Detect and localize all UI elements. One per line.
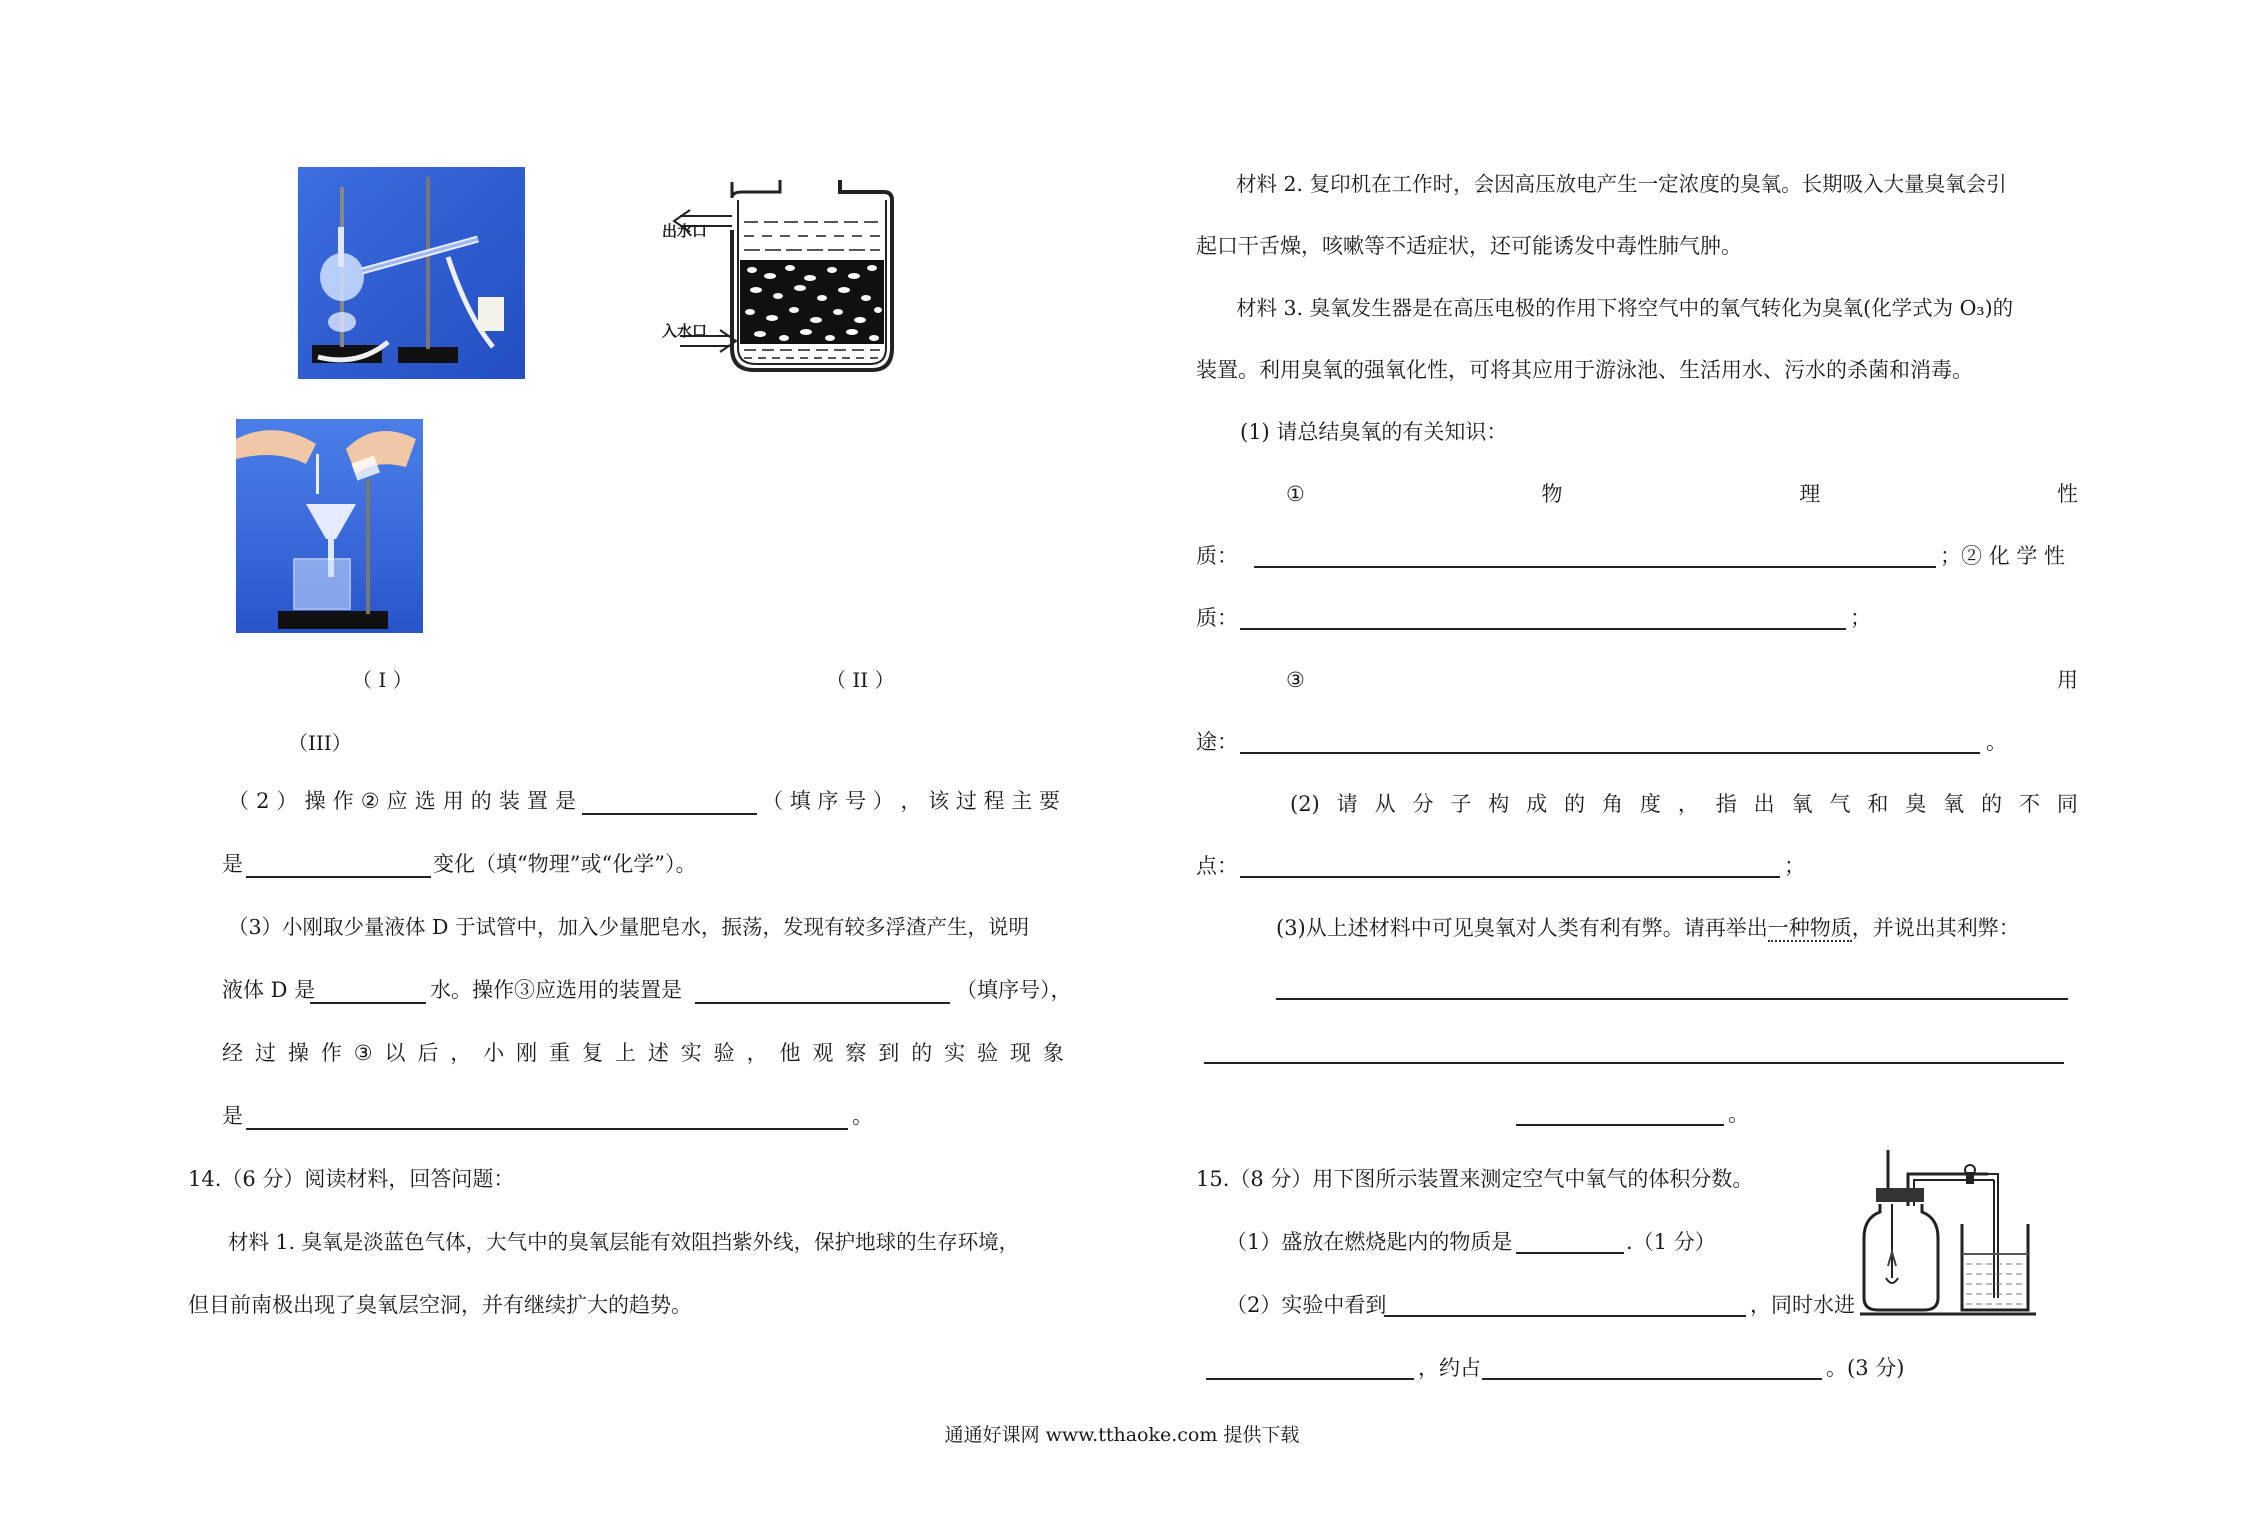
q3-line4-b: 。 xyxy=(852,1104,873,1128)
difference-blank[interactable] xyxy=(1240,876,1780,878)
material3-line1: 材料 3. 臭氧发生器是在高压电极的作用下将空气中的氧气转化为臭氧(化学式为 O₃)的 xyxy=(1236,296,2014,320)
physical-property-blank[interactable] xyxy=(1254,566,1936,568)
ozone-q1-use-label: 途： xyxy=(1196,730,1238,754)
footer-source: 通通好课网 www.tthaoke.com 提供下载 xyxy=(944,1424,1300,1446)
q3-line4-a: 是 xyxy=(222,1104,243,1128)
q3-line2-b: 水。操作③应选用的装置是 xyxy=(430,978,682,1002)
q15-part1-b: .（1 分） xyxy=(1626,1230,1716,1254)
q2-line1-b: （ 填 序 号 ） ， 该 过 程 主 要 xyxy=(762,789,1060,813)
material3-line2: 装置。利用臭氧的强氧化性，可将其应用于游泳池、生活用水、污水的杀菌和消毒。 xyxy=(1196,358,1973,382)
pros-cons-blank-3[interactable] xyxy=(1516,1124,1724,1126)
inlet-label: 入水口 xyxy=(662,322,708,340)
q3-phenomenon-blank[interactable] xyxy=(246,1128,848,1130)
ozone-q2-end: ； xyxy=(1784,854,1805,878)
q3-line1: （3）小刚取少量液体 D 于试管中，加入少量肥皂水，振荡，发现有较多浮渣产生，说明 xyxy=(228,915,1030,939)
ozone-q2-label: 点： xyxy=(1196,854,1238,878)
filtration-photo xyxy=(236,419,423,633)
pros-cons-blank-2[interactable] xyxy=(1204,1062,2064,1064)
material2-line2: 起口干舌燥，咳嗽等不适症状，还可能诱发中毒性肺气肿。 xyxy=(1196,234,1742,258)
q3-device-blank[interactable] xyxy=(695,1002,950,1004)
one-substance-emphasis: 一种物质 xyxy=(1767,916,1852,940)
ozone-q1-use-line: ③ 用 xyxy=(1286,668,2078,692)
ozone-q1-chemical-end: ； xyxy=(1850,606,1871,630)
ozone-q1-physical-line: ① 物 理 性 xyxy=(1286,482,2078,506)
oxygen-measurement-apparatus xyxy=(1858,1148,2038,1322)
q2-change-blank[interactable] xyxy=(246,876,431,878)
ozone-q2-line1: (2) 请 从 分 子 构 成 的 角 度 ， 指 出 氧 气 和 臭 氧 的 不 同 xyxy=(1290,792,2078,816)
observation-blank[interactable] xyxy=(1384,1315,1746,1317)
ozone-q1-intro: (1) 请总结臭氧的有关知识： xyxy=(1240,420,1508,444)
q3-water-blank[interactable] xyxy=(310,1002,426,1004)
q15-title: 15.（8 分）用下图所示装置来测定空气中氧气的体积分数。 xyxy=(1196,1167,1754,1191)
water-entry-blank[interactable] xyxy=(1206,1378,1414,1380)
ozone-q1-chemical-label: 质： xyxy=(1196,606,1238,630)
q14-material1-line2: 但目前南极出现了臭氧层空洞，并有继续扩大的趋势。 xyxy=(188,1293,692,1317)
ozone-q1-chemical-a: ；② 化 学 性 xyxy=(1940,544,2066,568)
figure-label-iii: （III） xyxy=(288,731,352,755)
chemical-property-blank[interactable] xyxy=(1240,628,1846,630)
ozone-q3-end: 。 xyxy=(1728,1102,1749,1126)
q3-line2-a: 液体 D 是 xyxy=(222,978,316,1002)
q2-line2-b: 变化（填“物理”或“化学”）。 xyxy=(433,852,697,876)
use-blank[interactable] xyxy=(1240,752,1980,754)
figure-label-ii: （ II ） xyxy=(826,668,895,692)
water-filter-diagram xyxy=(660,170,900,380)
q2-line1-a: （ 2 ） 操 作 ② 应 选 用 的 装 置 是 xyxy=(228,789,576,813)
q15-part2-a: （2）实验中看到 xyxy=(1226,1293,1387,1317)
combustion-substance-blank[interactable] xyxy=(1516,1252,1624,1254)
distillation-apparatus-photo xyxy=(298,167,525,379)
q3-line3: 经 过 操 作 ③ 以 后 ， 小 刚 重 复 上 述 实 验 ， 他 观 察 到 的 实 验 现 象 xyxy=(222,1041,1064,1065)
q15-part2-b: ，同时水进 xyxy=(1750,1293,1855,1317)
q15-part3-a: ，约占 xyxy=(1418,1356,1481,1380)
outlet-label: 出水口 xyxy=(662,222,708,240)
fraction-blank[interactable] xyxy=(1482,1378,1822,1380)
ozone-q3-line: (3)从上述材料中可见臭氧对人类有利有弊。请再举出一种物质，并说出其利弊： xyxy=(1276,916,2020,940)
ozone-q1-use-end: 。 xyxy=(1986,730,2007,754)
material2-line1: 材料 2. 复印机在工作时，会因高压放电产生一定浓度的臭氧。长期吸入大量臭氧会引 xyxy=(1236,172,2007,196)
q14-material1-line1: 材料 1. 臭氧是淡蓝色气体，大气中的臭氧层能有效阻挡紫外线，保护地球的生存环境， xyxy=(228,1230,1020,1254)
q2-line2-a: 是 xyxy=(222,852,243,876)
q14-title: 14.（6 分）阅读材料，回答问题： xyxy=(188,1167,515,1191)
pros-cons-blank-1[interactable] xyxy=(1276,998,2068,1000)
q2-device-blank[interactable] xyxy=(582,813,757,815)
q3-line2-c: （填序号）， xyxy=(956,978,1072,1002)
q15-part1-a: （1）盛放在燃烧匙内的物质是 xyxy=(1226,1230,1513,1254)
figure-label-i: （ I ） xyxy=(352,668,413,692)
ozone-q1-physical-label: 质： xyxy=(1196,544,1238,568)
q15-part3-b: 。(3 分) xyxy=(1826,1356,1905,1380)
